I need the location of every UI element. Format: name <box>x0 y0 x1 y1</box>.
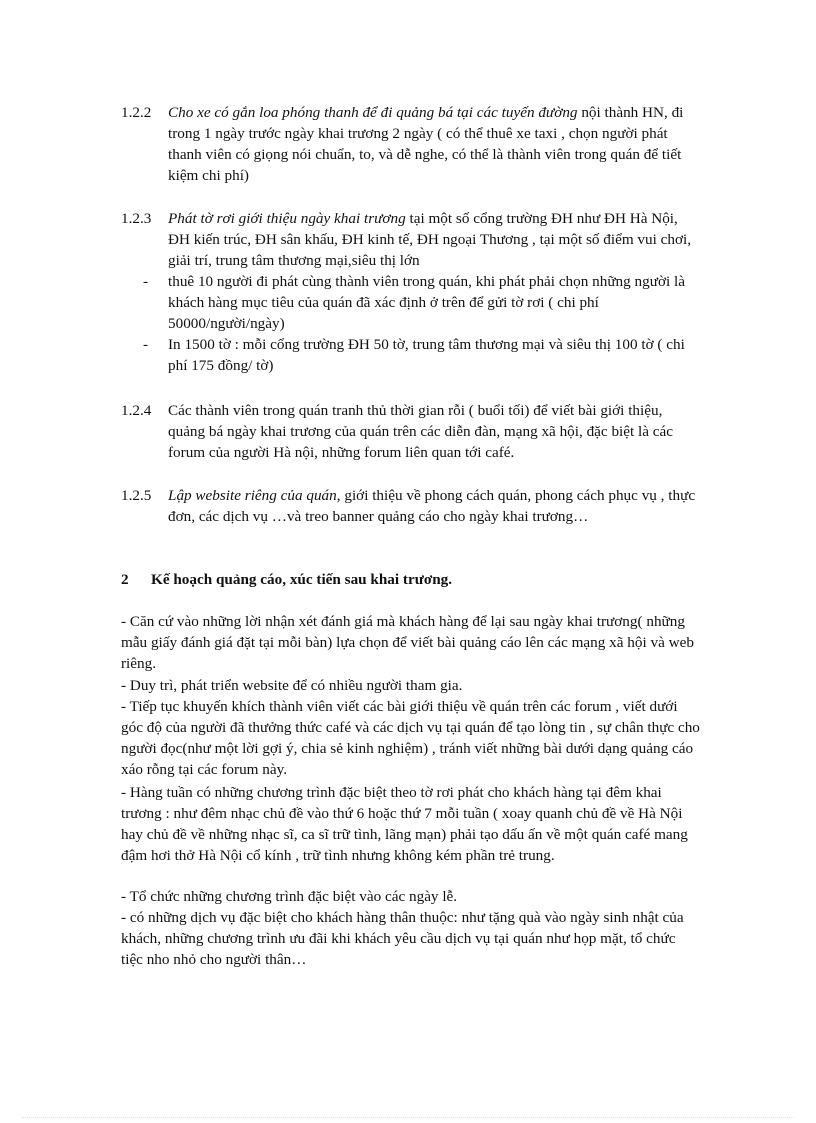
list-item-1-2-2 <box>121 102 701 186</box>
list-item-1-2-3 <box>121 208 701 376</box>
item-rest: tại một số cổng trường ĐH như ĐH Hà Nội, ĐH kiến trúc, ĐH sân khấu, ĐH kinh tế, ĐH ngoại Thương , tại một số điểm vui chơi, giải trí, trung tâm thương mại,siêu thị lớn <box>168 210 692 269</box>
item-text <box>168 485 701 527</box>
page-bottom-divider <box>22 1117 794 1118</box>
item-number: 1.2.3 <box>121 210 152 227</box>
list-item-1-2-4 <box>121 400 701 463</box>
section-number: 2 <box>121 571 129 588</box>
bullet-list <box>121 271 701 376</box>
item-text <box>168 400 701 463</box>
paragraph: - Căn cứ vào những lời nhận xét đánh giá mà khách hàng để lại sau ngày khai trương( những mẫu giấy đánh giá đặt tại mỗi bàn) lựa chọn để viết bài quảng cáo lên các mạng xã hội và web riêng. <box>121 613 694 672</box>
item-rest: nội thành HN, đi trong 1 ngày trước ngày khai trương 2 ngày ( có thể thuê xe taxi , chọn người phát thanh viên có giọng nói chuẩn, to, và dễ nghe, có thể là thành viên trong quán để tiết kiệm chi phí) <box>168 104 684 184</box>
item-text <box>168 102 701 186</box>
item-title: Lập website riêng của quán <box>168 487 337 504</box>
bullet-item: - thuê 10 người đi phát cùng thành viên trong quán, khi phát phải chọn những người là khách hàng mục tiêu của quán đã xác định ở trên để gửi tờ rơi ( chi phí 50000/người/ngày) <box>143 273 685 332</box>
bullet-item: - In 1500 tờ : mỗi cổng trường ĐH 50 tờ, trung tâm thương mại và siêu thị 100 tờ ( chi phí 175 đồng/ tờ) <box>143 336 685 374</box>
paragraph: - Hàng tuần có những chương trình đặc biệt theo tờ rơi phát cho khách hàng tại đêm khai trương : như đêm nhạc chủ đề vào thứ 6 hoặc thứ 7 mỗi tuần ( xoay quanh chủ đề về Hà Nội hay chủ đề về những nhạc sĩ, ca sĩ trữ tình, lãng mạn) phải tạo dấu ấn về một quán café mang đậm hơi thở Hà Nội cổ kính , trữ tình nhưng không kém phần trẻ trung. <box>121 784 688 864</box>
item-number: 1.2.2 <box>121 104 152 121</box>
paragraph: - Tổ chức những chương trình đặc biệt vào các ngày lễ. <box>121 888 458 905</box>
item-title: Cho xe có gắn loa phóng thanh để đi quảng bá tại các tuyến đường <box>168 104 578 121</box>
paragraph: - có những dịch vụ đặc biệt cho khách hàng thân thuộc: như tặng quà vào ngày sinh nhật của khách, những chương trình ưu đãi khi khách yêu cầu dịch vụ tại quán như họp mặt, tổ chức tiệc nho nhỏ cho người thân… <box>121 909 684 968</box>
bullet-text: thuê 10 người đi phát cùng thành viên trong quán, khi phát phải chọn những người là khách hàng mục tiêu của quán đã xác định ở trên để gửi tờ rơi ( chi phí 50000/người/ngày) <box>168 273 685 332</box>
item-rest: , giới thiệu về phong cách quán, phong cách phục vụ , thực đơn, các dịch vụ …và treo banner quảng cáo cho ngày khai trương… <box>168 487 696 525</box>
list-item-1-2-5 <box>121 485 701 527</box>
item-number: 1.2.4 <box>121 402 152 419</box>
item-text <box>168 208 701 271</box>
item-rest: Các thành viên trong quán tranh thủ thời gian rỗi ( buổi tối) để viết bài giới thiệu, quảng bá ngày khai trương của quán trên các diễn đàn, mạng xã hội, đặc biệt là các forum của người Hà nội, những forum liên quan tới café. <box>168 402 674 461</box>
paragraph: - Tiếp tục khuyến khích thành viên viết các bài giới thiệu về quán trên các forum , viết dưới góc độ của người đã thưởng thức café và các dịch vụ tại quán để tạo lòng tin , sự chân thực cho người đọc(như một lời gợi ý, chia sẻ kinh nghiệm) , tránh viết những bài dưới dạng quảng cáo xáo rỗng tại các forum này. <box>121 698 700 778</box>
section-heading <box>121 569 701 590</box>
paragraph: - Duy trì, phát triển website để có nhiều người tham gia. <box>121 677 463 694</box>
bullet-text: In 1500 tờ : mỗi cổng trường ĐH 50 tờ, trung tâm thương mại và siêu thị 100 tờ ( chi phí 175 đồng/ tờ) <box>168 336 685 374</box>
section-title: Kế hoạch quảng cáo, xúc tiến sau khai trương. <box>151 571 453 588</box>
item-title: Phát tờ rơi giới thiệu ngày khai trương <box>168 210 406 227</box>
item-number: 1.2.5 <box>121 487 152 504</box>
